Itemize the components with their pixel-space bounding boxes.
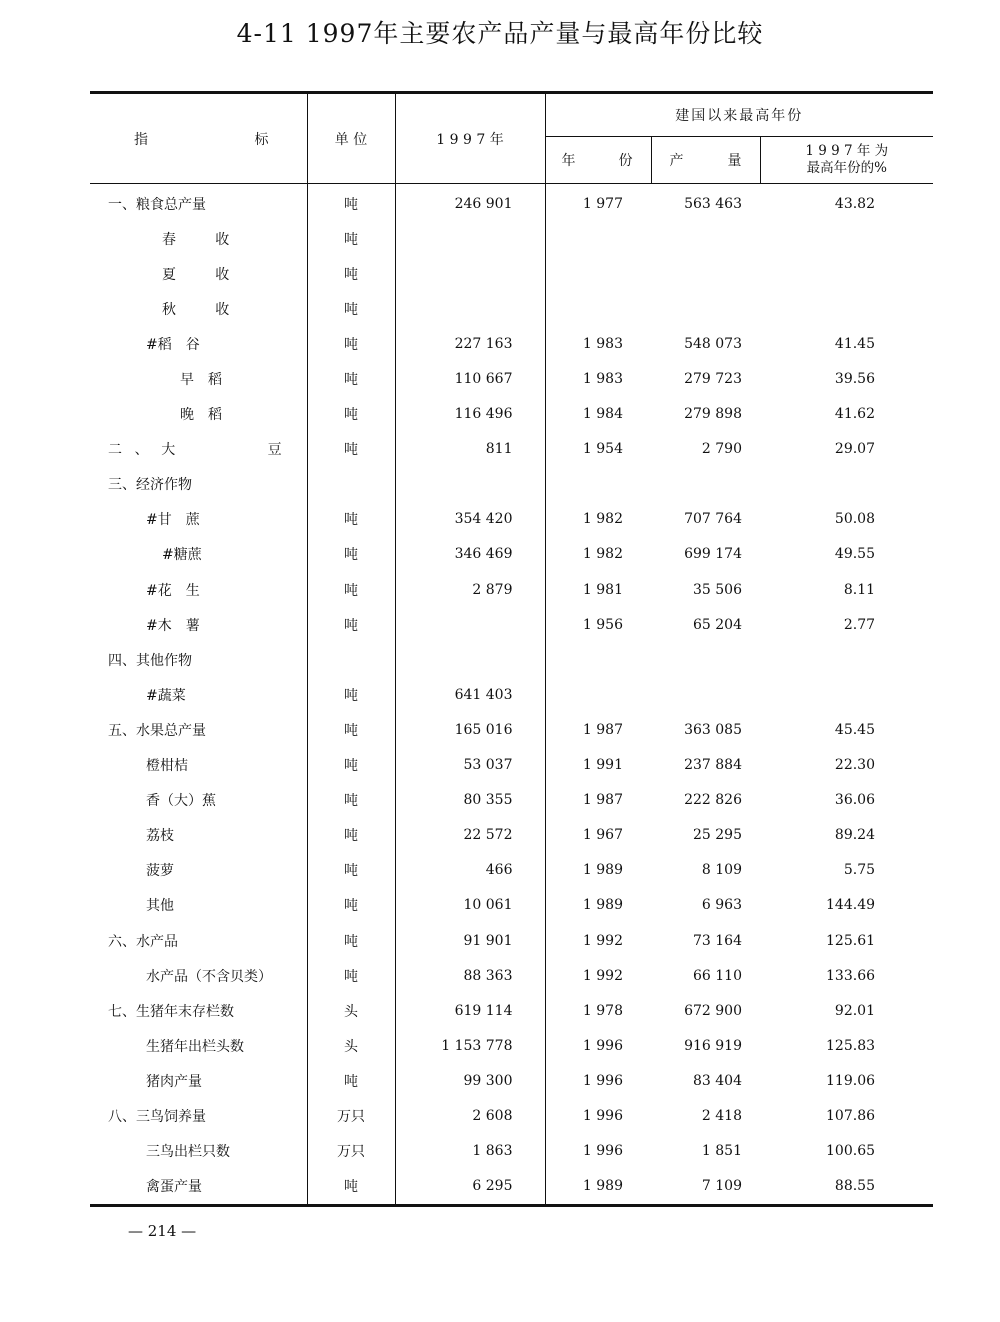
row-value-1997: 346 469	[395, 537, 545, 572]
table-row	[90, 572, 933, 607]
row-unit: 头	[307, 993, 395, 1028]
row-value-1997: 80 355	[395, 783, 545, 818]
row-value-1997: 2 608	[395, 1098, 545, 1133]
row-percent	[760, 221, 933, 256]
row-percent: 144.49	[826, 897, 876, 914]
row-highest-output: 2 418	[701, 1107, 742, 1124]
row-unit: 万只	[307, 1134, 395, 1169]
row-indicator: 七、生猪年末存栏数	[108, 1003, 234, 1020]
row-unit: 吨	[307, 572, 395, 607]
row-highest-output: 237 884	[684, 757, 742, 774]
row-indicator: 二、大 豆	[108, 442, 295, 459]
row-highest-output	[651, 467, 760, 502]
table-row	[90, 853, 933, 888]
row-highest-year: 1 989	[582, 862, 623, 879]
row-value-1997: 466	[395, 853, 545, 888]
header-percent-line2: 最高年份的%	[806, 160, 887, 176]
table-row	[90, 712, 933, 747]
row-value-1997: 53 037	[395, 748, 545, 783]
row-highest-year	[545, 221, 651, 256]
header-year-right: 份	[618, 153, 633, 169]
row-highest-year: 1 954	[582, 441, 623, 458]
row-highest-year	[545, 467, 651, 502]
row-value-1997	[395, 221, 545, 256]
table-row	[90, 1098, 933, 1133]
row-unit: 吨	[307, 397, 395, 432]
row-value-1997: 110 667	[395, 361, 545, 396]
table-row	[90, 607, 933, 642]
row-unit: 吨	[307, 923, 395, 958]
row-highest-output	[651, 291, 760, 326]
row-percent	[760, 291, 933, 326]
row-value-1997: 811	[395, 432, 545, 467]
row-unit: 吨	[307, 256, 395, 291]
row-highest-year: 1 982	[582, 546, 623, 563]
table-row	[90, 326, 933, 361]
table-row	[90, 783, 933, 818]
row-highest-year: 1 996	[582, 1143, 623, 1160]
header-highest-group: 建国以来最高年份	[545, 93, 933, 137]
row-highest-output: 363 085	[684, 721, 742, 738]
table-row	[90, 502, 933, 537]
row-unit: 吨	[307, 888, 395, 923]
row-indicator: 春 收	[162, 231, 242, 248]
table-row	[90, 993, 933, 1028]
row-unit: 吨	[307, 958, 395, 993]
row-value-1997	[395, 291, 545, 326]
row-unit: 万只	[307, 1098, 395, 1133]
row-highest-output: 66 110	[693, 967, 742, 984]
row-highest-year: 1 991	[582, 757, 623, 774]
row-value-1997: 354 420	[395, 502, 545, 537]
row-highest-year: 1 996	[582, 1107, 623, 1124]
row-value-1997	[395, 642, 545, 677]
row-highest-output: 7 109	[651, 1169, 760, 1206]
row-unit: 吨	[307, 1169, 395, 1206]
table-row	[90, 818, 933, 853]
table-row	[90, 432, 933, 467]
row-indicator: 晚 稻	[180, 407, 222, 424]
row-highest-output: 279 723	[684, 371, 742, 388]
row-indicator: 生猪年出栏头数	[146, 1038, 244, 1055]
row-highest-year: 1 967	[582, 827, 623, 844]
row-highest-year	[545, 291, 651, 326]
row-unit: 吨	[307, 607, 395, 642]
table-row	[90, 958, 933, 993]
row-indicator: 六、水产品	[108, 933, 178, 950]
row-highest-output: 2 790	[701, 441, 742, 458]
row-percent: 125.83	[826, 1037, 876, 1054]
row-percent: 39.56	[834, 371, 876, 388]
row-value-1997	[395, 607, 545, 642]
row-highest-year: 1 984	[582, 406, 623, 423]
row-highest-year: 1 996	[582, 1037, 623, 1054]
row-indicator: 秋 收	[162, 301, 242, 318]
row-highest-year: 1 989	[545, 1169, 651, 1206]
row-percent	[760, 256, 933, 291]
row-percent: 36.06	[834, 792, 876, 809]
row-indicator: 八、三鸟饲养量	[108, 1108, 206, 1125]
row-value-1997: 6 295	[395, 1169, 545, 1206]
row-indicator: 香（大）蕉	[146, 793, 216, 810]
row-value-1997: 165 016	[395, 712, 545, 747]
table-row	[90, 361, 933, 396]
header-output-left: 产	[669, 153, 684, 169]
row-highest-output: 6 963	[701, 897, 742, 914]
row-indicator: #木 薯	[146, 617, 200, 634]
row-unit: 吨	[307, 818, 395, 853]
row-highest-output	[651, 642, 760, 677]
row-indicator: 一、粮食总产量	[108, 196, 206, 213]
row-percent: 41.62	[834, 406, 876, 423]
row-highest-year: 1 978	[582, 1002, 623, 1019]
row-highest-output	[651, 256, 760, 291]
header-1997: 1 9 9 7 年	[395, 93, 545, 184]
row-percent: 49.55	[834, 546, 876, 563]
row-percent: 119.06	[826, 1072, 876, 1089]
table-header	[90, 93, 933, 184]
row-highest-year: 1 982	[582, 511, 623, 528]
row-value-1997: 99 300	[395, 1063, 545, 1098]
table-row	[90, 221, 933, 256]
row-unit: 头	[307, 1028, 395, 1063]
row-indicator: 五、水果总产量	[108, 722, 206, 739]
row-highest-year: 1 996	[582, 1072, 623, 1089]
header-percent-line1: 1 9 9 7 年 为	[805, 143, 889, 159]
row-indicator: #蔬菜	[146, 687, 186, 704]
data-table	[90, 91, 933, 1207]
row-highest-output: 1 851	[701, 1143, 742, 1160]
row-percent: 133.66	[826, 967, 876, 984]
table-row	[90, 677, 933, 712]
row-indicator: 荔枝	[146, 828, 174, 845]
row-indicator: 水产品（不含贝类）	[146, 968, 272, 985]
row-highest-year	[545, 256, 651, 291]
row-value-1997: 10 061	[395, 888, 545, 923]
row-value-1997: 227 163	[395, 326, 545, 361]
row-highest-year: 1 992	[582, 932, 623, 949]
header-output	[651, 137, 760, 184]
row-highest-output: 65 204	[693, 616, 742, 633]
row-highest-output: 699 174	[684, 546, 742, 563]
header-percent	[760, 137, 933, 184]
table-row	[90, 923, 933, 958]
row-highest-output: 672 900	[684, 1002, 742, 1019]
row-highest-year: 1 956	[582, 616, 623, 633]
row-highest-output: 73 164	[693, 932, 742, 949]
row-unit: 吨	[307, 502, 395, 537]
row-value-1997: 1 863	[395, 1134, 545, 1169]
row-unit: 吨	[307, 748, 395, 783]
table-row	[90, 642, 933, 677]
page-number: — 214 —	[128, 1222, 197, 1240]
table-row	[90, 467, 933, 502]
header-indicator	[90, 93, 307, 184]
row-percent: 88.55	[760, 1169, 933, 1206]
row-indicator: #稻 谷	[146, 336, 200, 353]
row-highest-year	[545, 677, 651, 712]
header-indicator-left: 指	[134, 131, 148, 148]
row-percent: 2.77	[843, 616, 876, 633]
row-highest-year: 1 983	[582, 335, 623, 352]
row-value-1997: 91 901	[395, 923, 545, 958]
row-highest-output: 279 898	[684, 406, 742, 423]
page-title: 4-11 1997年主要农产品产量与最高年份比较	[236, 19, 764, 48]
table-row	[90, 1169, 933, 1206]
row-unit: 吨	[307, 361, 395, 396]
row-highest-year: 1 981	[582, 581, 623, 598]
header-year	[545, 137, 651, 184]
row-value-1997: 641 403	[395, 677, 545, 712]
row-highest-output: 707 764	[684, 511, 742, 528]
row-value-1997: 88 363	[395, 958, 545, 993]
row-highest-year: 1 992	[582, 967, 623, 984]
table-row	[90, 1063, 933, 1098]
row-value-1997: 1 153 778	[395, 1028, 545, 1063]
row-indicator: 橙柑桔	[146, 758, 188, 775]
table-row	[90, 537, 933, 572]
header-unit: 单 位	[307, 93, 395, 184]
row-indicator: 三、经济作物	[108, 477, 192, 494]
row-highest-output: 222 826	[684, 792, 742, 809]
row-percent: 8.11	[843, 581, 876, 598]
row-value-1997: 2 879	[395, 572, 545, 607]
row-percent: 100.65	[826, 1143, 876, 1160]
row-highest-output: 35 506	[693, 581, 742, 598]
table-row	[90, 256, 933, 291]
row-value-1997	[395, 256, 545, 291]
table-row	[90, 397, 933, 432]
row-value-1997: 22 572	[395, 818, 545, 853]
row-indicator: 三鸟出栏只数	[146, 1144, 230, 1161]
row-unit: 吨	[307, 853, 395, 888]
row-highest-output: 83 404	[693, 1072, 742, 1089]
row-indicator: 早 稻	[180, 372, 222, 389]
row-percent	[760, 677, 933, 712]
row-highest-output: 563 463	[684, 195, 742, 212]
row-value-1997	[395, 467, 545, 502]
header-year-left: 年	[561, 153, 576, 169]
header-output-right: 量	[727, 153, 742, 169]
row-highest-year: 1 977	[582, 195, 623, 212]
row-unit: 吨	[307, 291, 395, 326]
row-highest-year: 1 983	[582, 371, 623, 388]
row-indicator: #糖蔗	[162, 547, 202, 564]
table-row	[90, 1028, 933, 1063]
row-value-1997: 619 114	[395, 993, 545, 1028]
row-indicator: 禽蛋产量	[90, 1169, 307, 1206]
row-value-1997: 246 901	[395, 184, 545, 222]
table-row	[90, 184, 933, 222]
row-unit: 吨	[307, 1063, 395, 1098]
row-percent: 22.30	[834, 757, 876, 774]
row-highest-output: 8 109	[701, 862, 742, 879]
row-percent	[760, 467, 933, 502]
table-body	[90, 184, 933, 1206]
row-unit: 吨	[307, 677, 395, 712]
row-indicator: 四、其他作物	[108, 652, 192, 669]
row-percent	[760, 642, 933, 677]
row-highest-output: 548 073	[684, 335, 742, 352]
row-percent: 50.08	[834, 511, 876, 528]
row-indicator: 菠萝	[146, 863, 174, 880]
row-highest-output: 25 295	[693, 827, 742, 844]
row-percent: 41.45	[834, 335, 876, 352]
row-unit	[307, 467, 395, 502]
row-highest-output: 916 919	[684, 1037, 742, 1054]
row-unit: 吨	[307, 783, 395, 818]
row-indicator: 夏 收	[162, 266, 242, 283]
row-highest-output	[651, 677, 760, 712]
row-indicator: #花 生	[146, 582, 200, 599]
row-percent: 45.45	[834, 721, 876, 738]
row-indicator: 其他	[146, 898, 174, 915]
row-highest-year: 1 987	[582, 721, 623, 738]
row-highest-output	[651, 221, 760, 256]
row-unit: 吨	[307, 537, 395, 572]
row-unit: 吨	[307, 326, 395, 361]
row-percent: 107.86	[826, 1107, 876, 1124]
row-indicator: 猪肉产量	[146, 1073, 202, 1090]
row-highest-year	[545, 642, 651, 677]
row-percent: 5.75	[843, 862, 876, 879]
row-highest-year: 1 987	[582, 792, 623, 809]
row-unit: 吨	[307, 221, 395, 256]
table-row	[90, 888, 933, 923]
table-row	[90, 748, 933, 783]
table-row	[90, 291, 933, 326]
row-highest-year: 1 989	[582, 897, 623, 914]
row-percent: 125.61	[826, 932, 876, 949]
table-row	[90, 1134, 933, 1169]
row-value-1997: 116 496	[395, 397, 545, 432]
row-percent: 92.01	[834, 1002, 876, 1019]
row-unit: 吨	[307, 432, 395, 467]
row-percent: 43.82	[834, 195, 876, 212]
row-unit: 吨	[307, 184, 395, 222]
row-percent: 29.07	[834, 441, 876, 458]
header-indicator-right: 标	[254, 131, 269, 148]
row-indicator: #甘 蔗	[146, 512, 200, 529]
row-unit: 吨	[307, 712, 395, 747]
row-unit	[307, 642, 395, 677]
row-percent: 89.24	[834, 827, 876, 844]
